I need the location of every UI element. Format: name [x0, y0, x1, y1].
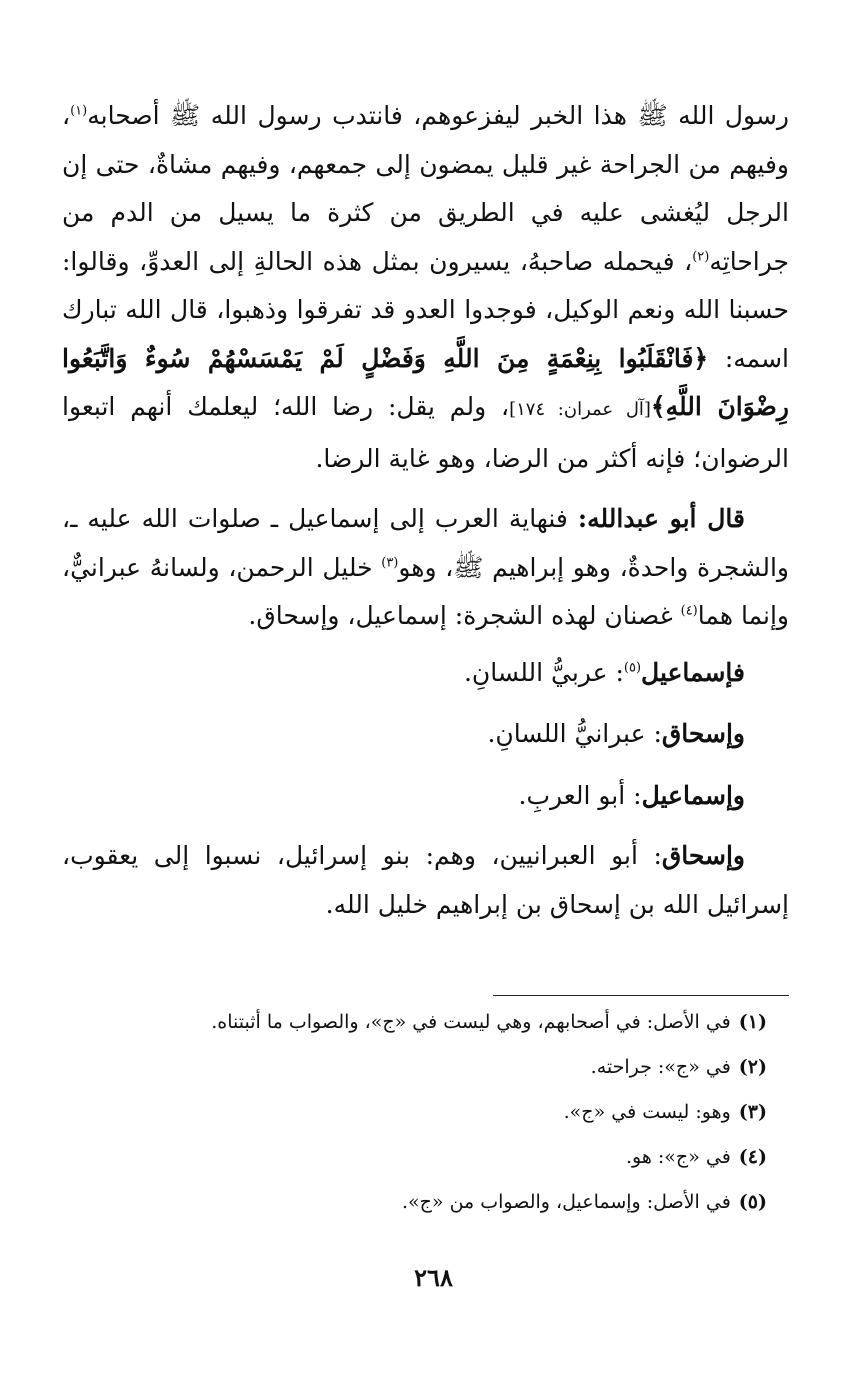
footnote-text: في «ج»: جراحته.	[590, 1056, 731, 1078]
quran-verse: ﴿فَانْقَلَبُوا بِنِعْمَةٍ مِنَ اللَّهِ وَفَضْلٍ لَمْ يَمْسَسْهُمْ سُوءٌ وَاتَّبَعُوا رِضْوَانَ اللَّهِ﴾	[62, 343, 789, 421]
p3-text: : أبو العبرانيين، وهم: بنو إسرائيل، نسبوا إلى يعقوب، إسرائيل الله بن إسحاق بن إبراهيم خليل الله.	[62, 841, 789, 919]
p2-text-a: فنهاية العرب إلى إسماعيل ـ صلوات الله عليه ـ، والشجرة واحدةٌ، وهو إبراهيم ﷺ، وهو	[62, 504, 789, 582]
footnote-number: (٢)	[738, 1056, 767, 1078]
p1-text-c: ، فيحمله صاحبهُ، يسيرون بمثل هذه الحالةِ إلى العدوِّ، وقالوا: حسبنا الله ونعم الوكيل، فوجدوا العدو قد تفرقوا وذهبوا، قال الله تبارك اسمه:	[62, 246, 790, 373]
definitions-list	[62, 649, 789, 821]
footnote-number: (٥)	[738, 1191, 767, 1213]
paragraph-3	[62, 832, 789, 929]
definition-line	[62, 772, 789, 821]
footnote-item	[62, 1053, 789, 1082]
footnote-number: (٣)	[738, 1101, 767, 1123]
footnote-ref-4[interactable]: (٤)	[680, 603, 698, 619]
p2-text-c: غصنان لهذه الشجرة: إسماعيل، وإسحاق.	[248, 601, 681, 630]
definition-term: فإسماعيل	[641, 657, 745, 687]
footnote-text: وهو: ليست في «ج».	[563, 1101, 731, 1123]
definition-term: وإسحاق	[661, 841, 745, 870]
footnote-item	[62, 1188, 789, 1217]
footnote-text: في «ج»: هو.	[625, 1146, 731, 1168]
verse-reference: [آل عمران: ١٧٤]	[509, 399, 651, 420]
footnote-ref-1[interactable]: (١)	[70, 103, 88, 119]
definition-line	[62, 710, 789, 759]
footnote-text: في الأصل: وإسماعيل، والصواب من «ج».	[401, 1191, 731, 1213]
definition-term: وإسحاق	[661, 719, 745, 748]
p1-text-d: ، ولم يقل: رضا الله؛ ليعلمك أنهم اتبعوا الرضوان؛ فإنه أكثر من الرضا، وهو غاية الرضا.	[62, 392, 789, 473]
p1-text-b: ، وفيهم من الجراحة غير قليل يمضون إلى جمعهم، وفيهم مشاةٌ، حتى إن الرجل ليُغشى عليه في الطريق من كثرة ما يسيل من الدم من جراحاتِه	[62, 101, 789, 276]
footnote-ref-5[interactable]: (٥)	[623, 660, 642, 676]
footnote-text: في الأصل: في أصحابهم، وهي ليست في «ج»، والصواب ما أثبتناه.	[211, 1011, 731, 1033]
page-number: ٢٦٨	[414, 1263, 453, 1292]
p2-text-b: خليل الرحمن، ولسانهُ عبرانيٌّ، وإنما هما	[62, 552, 789, 630]
definition-term: وإسماعيل	[641, 780, 745, 810]
footnote-ref-2[interactable]: (٢)	[692, 249, 710, 265]
definition-text: : عربيُّ اللسانِ.	[463, 657, 624, 687]
definition-text: : عبرانيُّ اللسانِ.	[487, 719, 662, 748]
definition-line	[62, 649, 789, 698]
footnotes-section	[62, 1008, 789, 1233]
definition-text: : أبو العربِ.	[518, 780, 642, 810]
footnote-ref-3[interactable]: (٣)	[381, 555, 399, 571]
speaker-label: قال أبو عبدالله:	[577, 504, 745, 533]
paragraph-1	[62, 92, 789, 483]
footnote-item	[62, 1008, 789, 1037]
footnote-number: (١)	[738, 1011, 767, 1033]
main-text-block	[62, 92, 789, 929]
footnote-item	[62, 1143, 789, 1172]
paragraph-2	[62, 495, 789, 641]
footnote-number: (٤)	[738, 1146, 767, 1168]
p1-text-a: رسول الله ﷺ هذا الخبر ليفزعوهم، فانتدب رسول الله ﷺ أصحابه	[87, 101, 789, 130]
footnote-item	[62, 1098, 789, 1127]
footnote-separator	[493, 995, 789, 996]
